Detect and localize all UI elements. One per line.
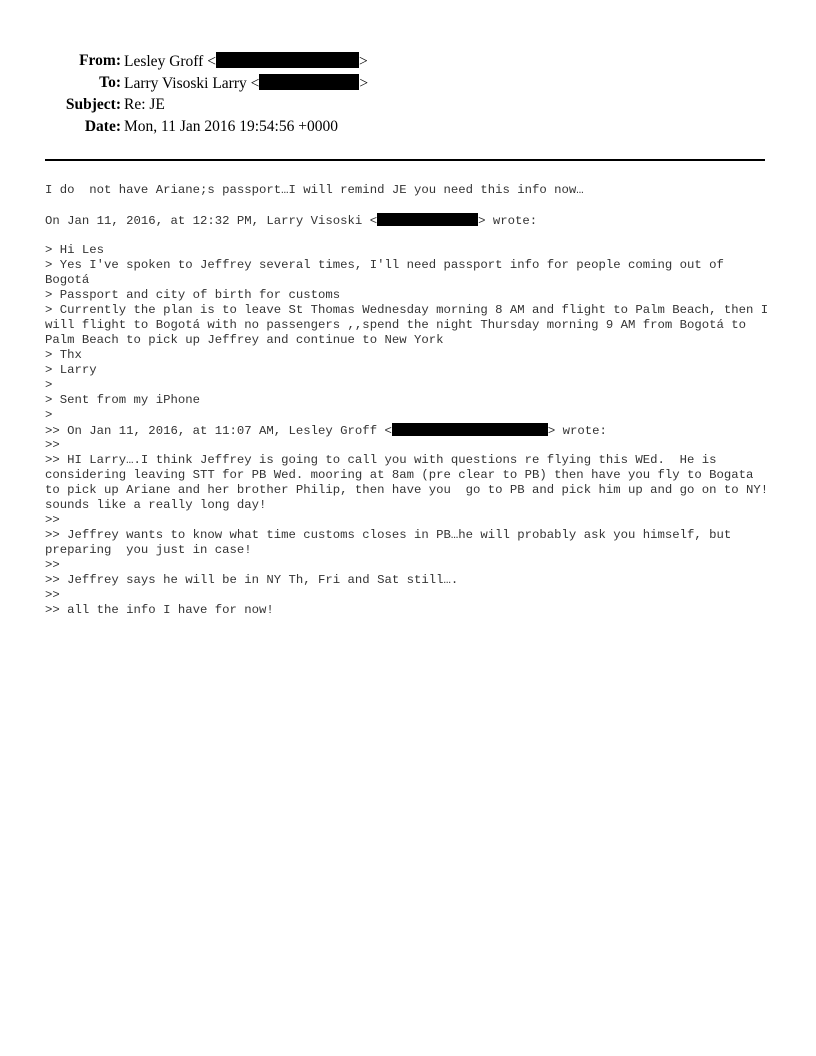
to-label: To: [99, 74, 121, 91]
quote2-line: >> Jeffrey wants to know what time customs closes in PB…he will probably ask you himself, but preparing you just in case! [45, 528, 739, 557]
to-name: Larry Visoski Larry < [124, 75, 260, 92]
from-label: From: [79, 52, 121, 69]
reply-text: I do not have Ariane;s passport…I will remind JE you need this info now… [45, 183, 584, 197]
quote2-intro [45, 423, 775, 438]
subject-label: Subject: [65, 96, 121, 113]
quote1-line: > Thx [45, 348, 82, 362]
header-divider [45, 159, 765, 161]
quote1-line: > Passport and city of birth for customs [45, 288, 341, 302]
quote1-line: > [45, 408, 53, 422]
quote1-intro [45, 213, 775, 228]
to-row [0, 74, 816, 96]
quote1-line: > Yes I've spoken to Jeffrey several times, I'll need passport info for people coming out of Bogotá [45, 258, 732, 287]
quote1-intro-text: On Jan 11, 2016, at 12:32 PM, Larry Visoski < [45, 214, 378, 228]
quote2-line: >> [45, 438, 60, 452]
from-close-bracket: > [358, 53, 368, 70]
quote2-line: >> Jeffrey says he will be in NY Th, Fri and Sat still…. [45, 573, 459, 587]
quote2-line: >> all the info I have for now! [45, 603, 274, 617]
redaction-block [259, 74, 359, 90]
quote1-line: > Hi Les [45, 243, 105, 257]
email-header [0, 52, 816, 140]
quote2-line: >> HI Larry….I think Jeffrey is going to call you with questions re flying this WEd. He is considering leaving STT for PB Wed. mooring at 8am (pre clear to PB) then have you fly to Bogata to pick up Ariane and her brother Philip, then have you go to PB and pick him up and go on to NY! sounds like a really long day! [45, 453, 783, 512]
email-body [45, 183, 783, 618]
blank-line [45, 198, 775, 213]
quote1-intro-wrote: > wrote: [478, 214, 538, 228]
redaction-block [392, 423, 548, 436]
quote1-line: > Currently the plan is to leave St Thomas Wednesday morning 8 AM and flight to Palm Beach, then I will flight to Bogotá with no passengers ,,spend the night Thursday morning 9 AM from Bogotá to Palm Beach to pick up Jeffrey and continue to New York [45, 303, 776, 347]
to-close-bracket: > [359, 75, 369, 92]
subject-row [0, 96, 816, 118]
subject-value: Re: JE [124, 96, 165, 113]
to-value [124, 74, 368, 93]
quote2-intro-wrote: > wrote: [547, 424, 607, 438]
blank-line [45, 228, 775, 243]
date-label: Date: [84, 118, 121, 135]
quote1-line: > Larry [45, 363, 97, 377]
from-value [124, 52, 368, 71]
quote2-line: >> [45, 588, 60, 602]
quote2-line: >> [45, 558, 60, 572]
redaction-block [216, 52, 359, 68]
quote2-intro-text: >> On Jan 11, 2016, at 11:07 AM, Lesley Groff < [45, 424, 392, 438]
date-row [0, 118, 816, 140]
quote1-line: > Sent from my iPhone [45, 393, 200, 407]
quote1-line: > [45, 378, 53, 392]
from-row [0, 52, 816, 74]
date-value: Mon, 11 Jan 2016 19:54:56 +0000 [124, 118, 338, 135]
from-name: Lesley Groff < [124, 53, 216, 70]
redaction-block [377, 213, 478, 226]
quote2-line: >> [45, 513, 60, 527]
